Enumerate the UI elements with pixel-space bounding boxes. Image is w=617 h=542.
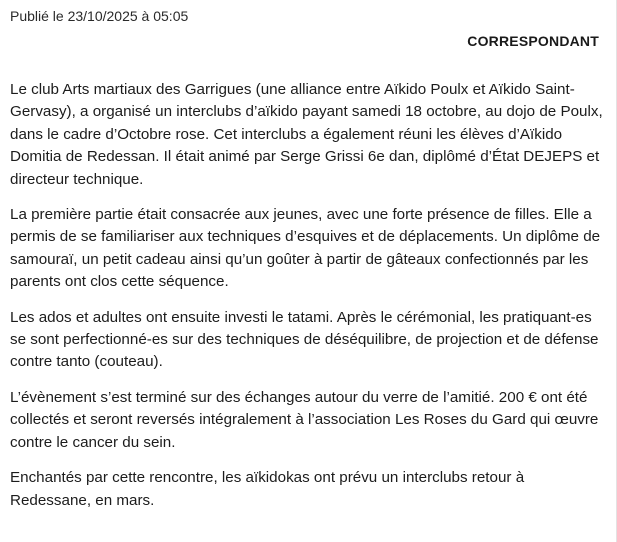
published-date: Publié le 23/10/2025 à 05:05 <box>10 8 189 24</box>
article-body <box>10 79 607 525</box>
article-paragraph: Les ados et adultes ont ensuite investi le tatami. Après le cérémonial, les pratiquant-es se sont perfectionné-es sur des techniques de déséquilibre, de projection et de défense contre tanto (couteau). <box>10 308 599 371</box>
article-paragraph: Le club Arts martiaux des Garrigues (une alliance entre Aïkido Poulx et Aïkido Saint-Gervasy), a organisé un interclubs d’aïkido payant samedi 18 octobre, au dojo de Poulx, dans le cadre d’Octobre rose. Cet interclubs a également réuni les élèves d’Aïkido Domitia de Redessan. Il était animé par Serge Grissi 6e dan, diplômé d’État DEJEPS et directeur technique. <box>10 81 603 188</box>
author-byline: CORRESPONDANT <box>467 33 599 49</box>
article-paragraph: Enchantés par cette rencontre, les aïkidokas ont prévu un interclubs retour à Redessane, en mars. <box>10 469 525 509</box>
article-paragraph: L’évènement s’est terminé sur des échanges autour du verre de l’amitié. 200 € ont été collectés et seront reversés intégralement à l’association Les Roses du Gard qui œuvre contre le cancer du sein. <box>10 388 599 451</box>
article-paragraph: La première partie était consacrée aux jeunes, avec une forte présence de filles. Elle a permis de se familiariser aux techniques d’esquives et de déplacements. Un diplôme de samouraï, un petit cadeau ainsi qu’un goûter à partir de gâteaux confectionnés par les parents ont clos cette séquence. <box>10 206 601 291</box>
